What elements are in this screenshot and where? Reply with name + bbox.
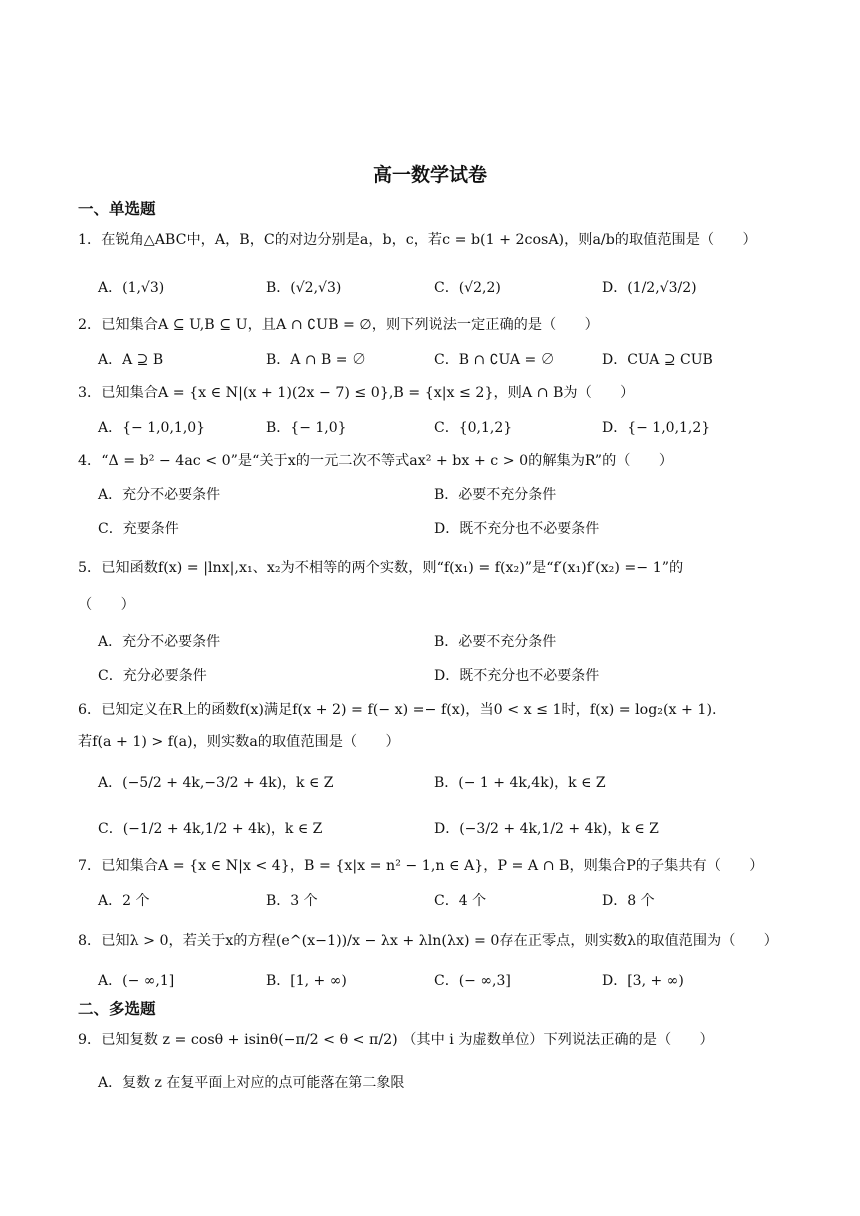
question-8-option-d[interactable]: D．[3, + ∞)	[602, 973, 684, 989]
question-7-option-b[interactable]: B．3 个	[266, 893, 318, 909]
question-7-option-d[interactable]: D．8 个	[602, 893, 655, 909]
question-6-stem-continued: 若f(a + 1) > f(a)，则实数a的取值范围是（ ）	[78, 734, 400, 750]
question-2-option-c[interactable]: C．B ∩ ∁UA = ∅	[434, 352, 555, 368]
question-4-option-c[interactable]: C．充要条件	[98, 521, 179, 537]
question-2-stem: 2．已知集合A ⊆ U,B ⊆ U，且A ∩ ∁UB = ∅，则下列说法一定正确的是（ ）	[78, 317, 599, 333]
question-3-option-a[interactable]: A．{− 1,0,1,0}	[98, 420, 206, 436]
question-9-option-a[interactable]: A．复数 z 在复平面上对应的点可能落在第二象限	[98, 1075, 405, 1091]
question-1-option-c[interactable]: C．(√2,2)	[434, 280, 501, 296]
question-7-option-a[interactable]: A．2 个	[98, 893, 150, 909]
question-6-stem: 6．已知定义在R上的函数f(x)满足f(x + 2) = f(− x) =− f(x)，当0 < x ≤ 1时，f(x) = log₂(x + 1).	[78, 702, 717, 718]
question-2-option-d[interactable]: D．CUA ⊇ CUB	[602, 352, 713, 368]
question-1-option-d[interactable]: D．(1/2,√3/2)	[602, 280, 697, 296]
question-1-option-b[interactable]: B．(√2,√3)	[266, 280, 342, 296]
question-8-option-a[interactable]: A．(− ∞,1]	[98, 973, 175, 989]
question-7-stem: 7．已知集合A = {x ∈ N|x < 4}，B = {x|x = n² − 1,n ∈ A}，P = A ∩ B，则集合P的子集共有（ ）	[78, 858, 764, 874]
question-5-option-d[interactable]: D．既不充分也不必要条件	[434, 668, 600, 684]
question-5-stem: 5．已知函数f(x) = |lnx|,x₁、x₂为不相等的两个实数，则“f(x₁) = f(x₂)”是“f′(x₁)f′(x₂) =− 1”的	[78, 560, 684, 576]
question-8-stem: 8．已知λ > 0，若关于x的方程(e^(x−1))/x − λx + λln(λx) = 0存在正零点，则实数λ的取值范围为（ ）	[78, 933, 778, 949]
question-5-stem-continued: （ ）	[78, 597, 135, 613]
question-8-option-b[interactable]: B．[1, + ∞)	[266, 973, 347, 989]
question-9-stem: 9．已知复数 z = cosθ + isinθ(−π/2 < θ < π/2) （其中 i 为虚数单位）下列说法正确的是（ ）	[78, 1032, 714, 1048]
question-3-stem: 3．已知集合A = {x ∈ N|(x + 1)(2x − 7) ≤ 0},B = {x|x ≤ 2}，则A ∩ B为（ ）	[78, 385, 635, 401]
question-3-option-b[interactable]: B．{− 1,0}	[266, 420, 347, 436]
question-6-option-c[interactable]: C．(−1/2 + 4k,1/2 + 4k)，k ∈ Z	[98, 821, 323, 837]
question-7-option-c[interactable]: C．4 个	[434, 893, 487, 909]
section-heading-single: 一、单选题	[78, 200, 156, 218]
question-5-option-c[interactable]: C．充分必要条件	[98, 668, 207, 684]
question-5-option-b[interactable]: B．必要不充分条件	[434, 634, 557, 650]
question-2-option-a[interactable]: A．A ⊇ B	[98, 352, 164, 368]
question-6-option-b[interactable]: B．(− 1 + 4k,4k)，k ∈ Z	[434, 775, 606, 791]
question-2-option-b[interactable]: B．A ∩ B = ∅	[266, 352, 366, 368]
question-6-option-d[interactable]: D．(−3/2 + 4k,1/2 + 4k)，k ∈ Z	[434, 821, 659, 837]
page-title: 高一数学试卷	[372, 164, 487, 186]
question-8-option-c[interactable]: C．(− ∞,3]	[434, 973, 511, 989]
question-5-option-a[interactable]: A．充分不必要条件	[98, 634, 221, 650]
question-1-stem: 1．在锐角△ABC中，A，B，C的对边分别是a，b，c，若c = b(1 + 2cosA)，则a/b的取值范围是（ ）	[78, 232, 757, 248]
question-4-option-a[interactable]: A．充分不必要条件	[98, 487, 221, 503]
section-heading-multi: 二、多选题	[78, 1000, 156, 1018]
question-3-option-c[interactable]: C．{0,1,2}	[434, 420, 513, 436]
question-4-stem: 4．“Δ = b² − 4ac < 0”是“关于x的一元二次不等式ax² + bx + c > 0的解集为R”的（ ）	[78, 453, 674, 469]
question-3-option-d[interactable]: D．{− 1,0,1,2}	[602, 420, 711, 436]
question-4-option-b[interactable]: B．必要不充分条件	[434, 487, 557, 503]
question-4-option-d[interactable]: D．既不充分也不必要条件	[434, 521, 600, 537]
question-6-option-a[interactable]: A．(−5/2 + 4k,−3/2 + 4k)，k ∈ Z	[98, 775, 334, 791]
question-1-option-a[interactable]: A．(1,√3)	[98, 280, 165, 296]
